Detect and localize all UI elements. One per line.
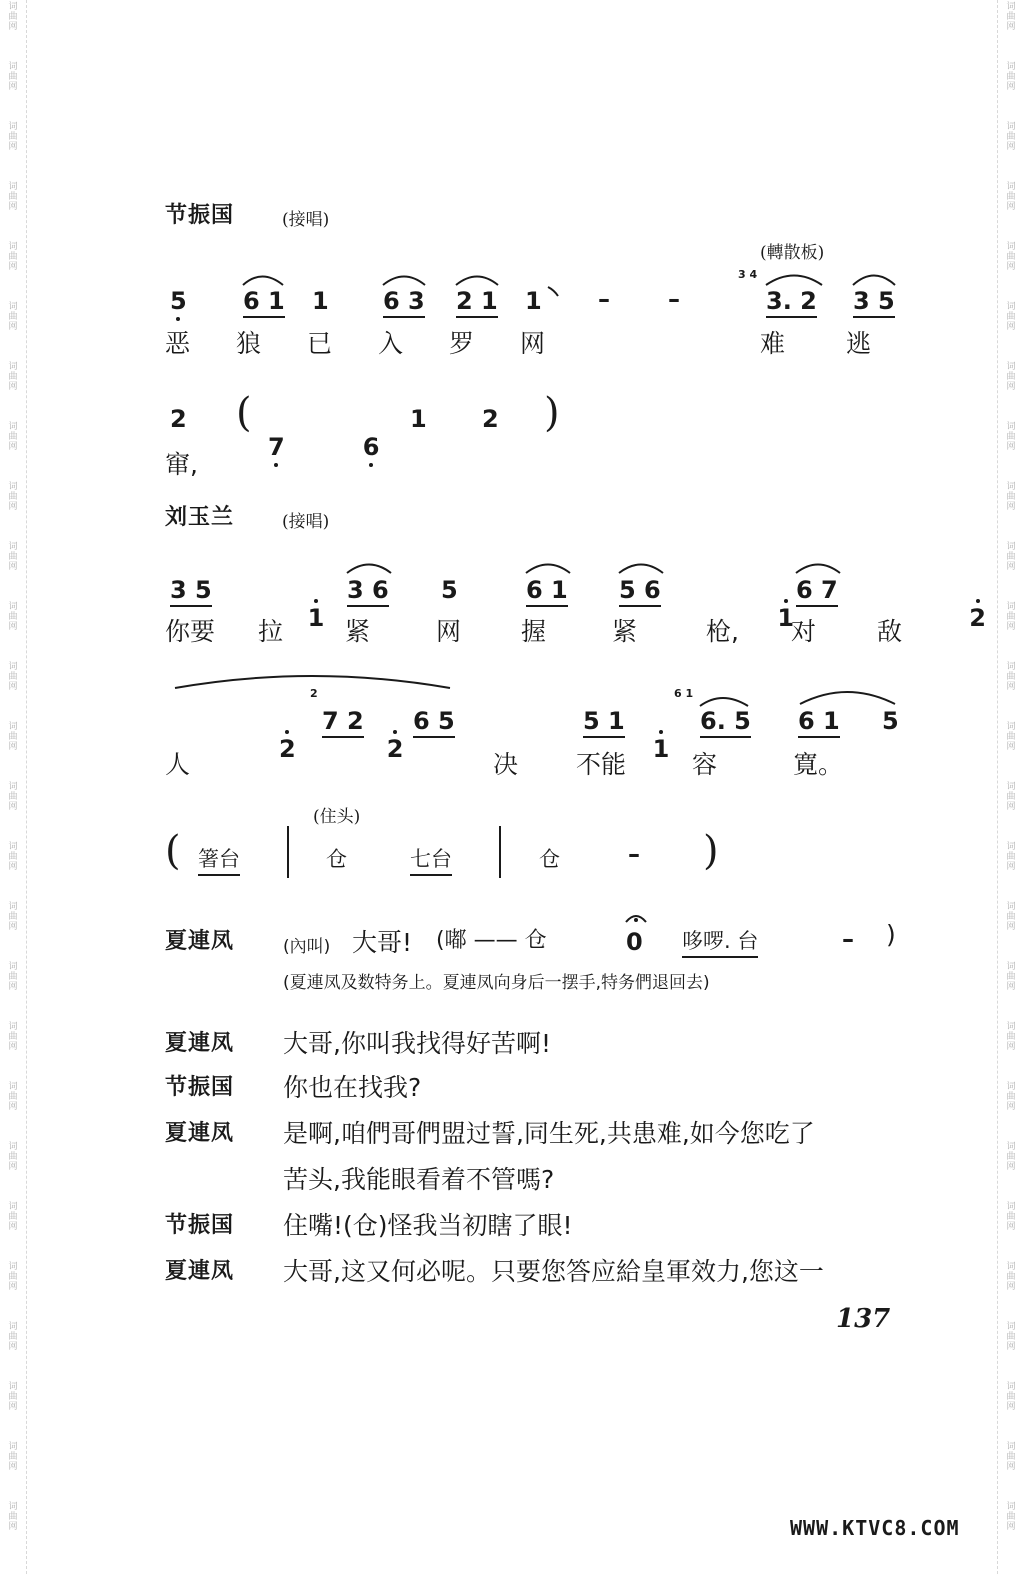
watermark-glyph: 词 曲 网 <box>1006 482 1016 512</box>
watermark-glyph: 词 曲 网 <box>1006 1142 1016 1172</box>
percussion-label: (住头) <box>313 807 361 827</box>
lyric: 紧 <box>345 617 371 646</box>
watermark-glyph: 词 曲 网 <box>1006 1382 1016 1412</box>
dialog-line: 是啊,咱們哥們盟过誓,同生死,共患难,如今您吃了 <box>283 1119 815 1148</box>
dialog-line: 你也在找我? <box>283 1073 422 1102</box>
watermark-glyph: 词 曲 网 <box>8 542 18 572</box>
watermark-glyph: 词 曲 网 <box>8 1082 18 1112</box>
note: 6 1 <box>798 707 840 738</box>
watermark-glyph: 词 曲 网 <box>1006 422 1016 452</box>
dialog-line: 大哥! <box>352 928 413 957</box>
note: 6 3 <box>383 287 425 318</box>
note-dash: – <box>598 285 610 313</box>
watermark-glyph: 词 曲 网 <box>8 662 18 692</box>
page-number: 137 <box>836 1304 891 1334</box>
note: 2 <box>278 735 296 763</box>
watermark-glyph: 词 曲 网 <box>8 122 18 152</box>
dialog-line: 住嘴!(仓)怪我当初瞎了眼! <box>283 1211 573 1240</box>
speaker-label: 夏連凤 <box>165 1121 235 1146</box>
watermark-glyph: 词 曲 网 <box>1006 962 1016 992</box>
watermark-glyph: 词 曲 网 <box>1006 1442 1016 1472</box>
dialog-line: 大哥,你叫我找得好苦啊! <box>283 1029 551 1058</box>
note: 2 <box>170 405 187 433</box>
lyric: 网 <box>436 617 462 646</box>
lyric: 枪, <box>706 617 739 646</box>
percussion-cell: 箸台 <box>198 843 240 876</box>
lyric: 握 <box>521 617 547 646</box>
bar-line <box>287 826 289 878</box>
watermark-glyph: 词 曲 网 <box>1006 902 1016 932</box>
grace-note: 6 1 <box>674 687 694 700</box>
speaker-label: 节振国 <box>165 1075 235 1100</box>
note: 3 5 <box>853 287 895 318</box>
note-dash: – <box>668 285 680 313</box>
fermata-rest: 0 <box>626 928 643 956</box>
note: 5 <box>170 287 187 315</box>
watermark-glyph: 词 曲 网 <box>1006 302 1016 332</box>
lyric: 你要 <box>165 617 216 646</box>
open-paren: ( <box>165 828 181 874</box>
note: 1 <box>652 735 670 763</box>
note: 6 1 <box>526 576 568 607</box>
close-paren: ) <box>703 828 719 874</box>
watermark-glyph: 词 曲 网 <box>1006 1202 1016 1232</box>
lyric: 容 <box>692 750 718 779</box>
speaker-label: 夏連凤 <box>165 929 235 954</box>
speaker-label: 刘玉兰 <box>165 505 235 530</box>
dialog-line: 大哥,这又何必呢。只要您答应給皇軍效力,您这一 <box>283 1257 824 1286</box>
speaker-label: 夏連凤 <box>165 1259 235 1284</box>
watermark-glyph: 词 曲 网 <box>8 1502 18 1532</box>
lyric: 罗 <box>449 329 475 358</box>
percussion-cell: 仓 <box>539 847 560 871</box>
note: 7 <box>268 433 285 461</box>
watermark-glyph: 词 曲 网 <box>8 362 18 392</box>
note-dash: – <box>628 840 640 868</box>
watermark-glyph: 词 曲 网 <box>1006 1262 1016 1292</box>
watermark-glyph: 词 曲 网 <box>1006 62 1016 92</box>
note: 1 <box>307 604 325 632</box>
grace-note: 2 <box>310 687 318 700</box>
bar-line <box>499 826 501 878</box>
percussion-cue: (嘟 —— 仓 <box>436 928 547 953</box>
note: 6. 5 <box>700 707 751 738</box>
lyric: 逃 <box>846 329 872 358</box>
watermark-glyph: 词 曲 网 <box>8 1442 18 1472</box>
note: 3. 2 <box>766 287 817 318</box>
note: 3 6 <box>347 576 389 607</box>
note: 1 <box>777 604 795 632</box>
watermark-glyph: 词 曲 网 <box>8 782 18 812</box>
open-paren: ( <box>236 390 252 436</box>
watermark-glyph: 词 曲 网 <box>8 722 18 752</box>
dialog-line: 苦头,我能眼看着不管嗎? <box>283 1165 555 1194</box>
watermark-glyph: 词 曲 网 <box>1006 1502 1016 1532</box>
percussion-cue: 哆啰. 台 <box>682 925 758 958</box>
watermark-glyph: 词 曲 网 <box>8 62 18 92</box>
stage-note: (接唱) <box>282 512 330 532</box>
lyric: 狼 <box>236 329 262 358</box>
close-paren: ) <box>544 390 560 436</box>
watermark-glyph: 词 曲 网 <box>1006 1322 1016 1352</box>
watermark-glyph: 词 曲 网 <box>8 1262 18 1292</box>
note: 2 <box>386 735 404 763</box>
watermark-glyph: 词 曲 网 <box>8 1322 18 1352</box>
lyric: 恶 <box>165 329 191 358</box>
stage-direction: (內叫) <box>283 937 331 957</box>
watermark-glyph: 词 曲 网 <box>8 962 18 992</box>
close-paren: ) <box>886 920 896 949</box>
lyric: 网 <box>520 329 546 358</box>
note: 7 2 <box>322 707 364 738</box>
lyric: 拉 <box>258 617 284 646</box>
watermark-glyph: 词 曲 网 <box>8 1202 18 1232</box>
lyric: 寛。 <box>793 750 844 779</box>
watermark-glyph: 词 曲 网 <box>8 182 18 212</box>
site-watermark: WWW.KTVC8.COM <box>790 1516 960 1540</box>
note: 1 <box>312 287 329 315</box>
watermark-glyph: 词 曲 网 <box>8 842 18 872</box>
note: 1 <box>410 405 427 433</box>
watermark-glyph: 词 曲 网 <box>8 602 18 632</box>
note: 5 <box>882 707 899 735</box>
speaker-label: 夏連凤 <box>165 1031 235 1056</box>
watermark-glyph: 词 曲 网 <box>8 482 18 512</box>
note: 2 <box>482 405 499 433</box>
watermark-glyph: 词 曲 网 <box>1006 782 1016 812</box>
lyric: 入 <box>378 329 404 358</box>
watermark-glyph: 词 曲 网 <box>8 1382 18 1412</box>
watermark-glyph: 词 曲 网 <box>1006 542 1016 572</box>
watermark-glyph: 词 曲 网 <box>1006 662 1016 692</box>
watermark-glyph: 词 曲 网 <box>1006 182 1016 212</box>
speaker-label: 节振国 <box>165 203 235 228</box>
watermark-glyph: 词 曲 网 <box>1006 122 1016 152</box>
watermark-glyph: 词 曲 网 <box>1006 602 1016 632</box>
watermark-glyph: 词 曲 网 <box>8 902 18 932</box>
lyric: 难 <box>760 329 786 358</box>
note: 1 <box>525 287 542 315</box>
watermark-glyph: 词 曲 网 <box>1006 842 1016 872</box>
watermark-glyph: 词 曲 网 <box>8 302 18 332</box>
percussion-cell: 七台 <box>410 843 452 876</box>
lyric: 对 <box>791 617 817 646</box>
watermark-glyph: 词 曲 网 <box>8 242 18 272</box>
watermark-glyph: 词 曲 网 <box>8 2 18 32</box>
watermark-glyph: 词 曲 网 <box>1006 1022 1016 1052</box>
watermark-glyph: 词 曲 网 <box>8 1142 18 1172</box>
note: 5 <box>441 576 458 604</box>
lyric: 紧 <box>612 617 638 646</box>
note: 5 6 <box>619 576 661 607</box>
percussion-cell: 仓 <box>326 847 347 871</box>
watermark-glyph: 词 曲 网 <box>1006 2 1016 32</box>
lyric: 人 <box>165 750 191 779</box>
lyric: 窜, <box>165 450 198 479</box>
grace-note: 3 4 <box>738 268 758 281</box>
speaker-label: 节振国 <box>165 1213 235 1238</box>
note: 6 <box>362 433 380 461</box>
stage-direction: (夏連凤及数特务上。夏連凤向身后一摆手,特务們退回去) <box>283 973 710 993</box>
fermata-icon <box>624 910 648 924</box>
watermark-glyph: 词 曲 网 <box>1006 1082 1016 1112</box>
lyric: 已 <box>307 329 333 358</box>
note: 2 <box>969 604 986 632</box>
note: 5 1 <box>583 707 625 738</box>
lyric: 决 <box>493 750 519 779</box>
watermark-glyph: 词 曲 网 <box>8 422 18 452</box>
stage-note: (接唱) <box>282 210 330 230</box>
lyric: 敌 <box>877 617 903 646</box>
note: 6 5 <box>413 707 455 738</box>
note-dash: – <box>842 925 854 953</box>
watermark-glyph: 词 曲 网 <box>8 1022 18 1052</box>
note: 2 1 <box>456 287 498 318</box>
note: 6 1 <box>243 287 285 318</box>
note: 3 5 <box>170 576 212 607</box>
watermark-glyph: 词 曲 网 <box>1006 722 1016 752</box>
note: 6 7 <box>796 576 838 607</box>
watermark-glyph: 词 曲 网 <box>1006 362 1016 392</box>
lyric: 不能 <box>576 750 627 779</box>
watermark-glyph: 词 曲 网 <box>1006 242 1016 272</box>
tempo-note: (轉散板) <box>760 243 825 263</box>
